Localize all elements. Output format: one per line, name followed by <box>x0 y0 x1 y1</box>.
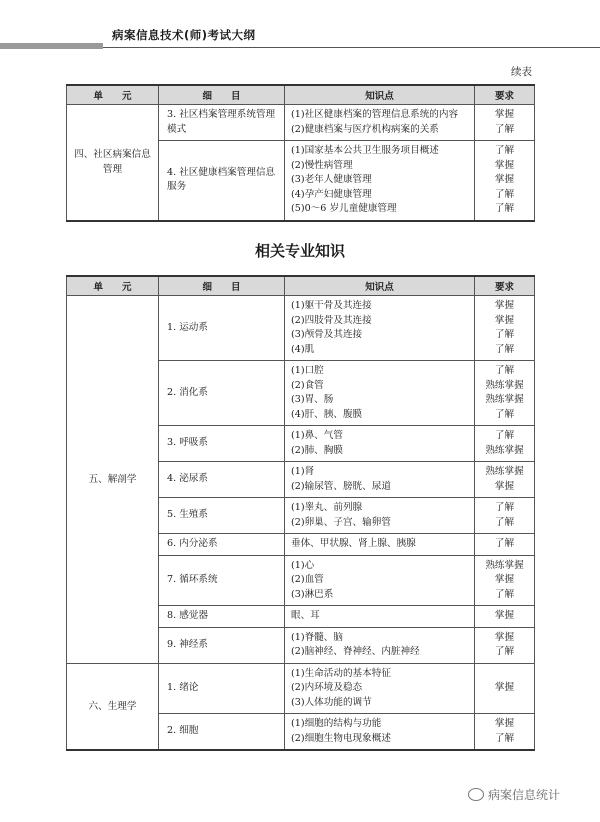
requirement-level: 掌握 <box>494 159 515 171</box>
knowledge-points-cell <box>285 426 475 462</box>
header-title: 病案信息技术(师)考试大纲 <box>112 28 256 42</box>
requirement-level: 熟练掌握 <box>485 444 524 456</box>
subject-cell: 4. 泌尿系 <box>159 462 285 498</box>
table-header-row <box>67 276 535 296</box>
requirement-level: 了解 <box>494 538 515 549</box>
col-header-points: 知识点 <box>285 85 475 105</box>
wechat-icon <box>468 788 484 801</box>
requirement-level: 熟练掌握 <box>485 466 524 477</box>
knowledge-point: (1)社区健康档案的管理信息系统的内容 <box>291 109 459 120</box>
knowledge-point: (3)颅骨及其连接 <box>291 329 363 340</box>
subject-cell: 3. 社区档案管理系统管理模式 <box>159 105 285 141</box>
knowledge-point: 眼、耳 <box>291 610 320 621</box>
requirement-level: 掌握 <box>494 631 515 643</box>
requirement-cell <box>475 498 535 534</box>
unit-cell: 四、社区病案信息管理 <box>67 105 159 221</box>
requirement-cell <box>475 714 535 751</box>
requirement-level: 了解 <box>494 516 515 528</box>
knowledge-point: (3)老年人健康管理 <box>291 174 372 185</box>
col-header-req: 要求 <box>475 276 535 296</box>
requirement-level: 掌握 <box>494 574 515 585</box>
requirement-level: 了解 <box>494 343 515 355</box>
unit-cell: 五、解剖学 <box>67 296 159 664</box>
requirement-level: 了解 <box>494 646 515 657</box>
knowledge-point: (5)0～6 岁儿童健康管理 <box>291 203 397 214</box>
table-header-row <box>67 85 535 105</box>
subject-cell: 9. 神经系 <box>159 627 285 663</box>
knowledge-points-cell <box>285 498 475 534</box>
knowledge-points-cell <box>285 141 475 221</box>
page-header <box>0 0 600 52</box>
requirement-cell <box>475 426 535 462</box>
subject-cell: 3. 呼吸系 <box>159 426 285 462</box>
knowledge-points-cell <box>285 462 475 498</box>
table-row <box>67 296 535 361</box>
outline-table-continued <box>66 84 535 222</box>
requirement-level: 掌握 <box>494 718 515 729</box>
requirement-cell <box>475 141 535 221</box>
knowledge-point: (1)国家基本公共卫生服务项目概述 <box>291 145 439 156</box>
knowledge-points-cell <box>285 663 475 714</box>
requirement-level: 了解 <box>494 408 515 420</box>
knowledge-points-cell <box>285 714 475 751</box>
requirement-cell <box>475 627 535 663</box>
requirement-level: 了解 <box>494 588 515 600</box>
knowledge-points-cell <box>285 534 475 556</box>
requirement-level: 熟练掌握 <box>485 379 524 391</box>
knowledge-points-cell <box>285 606 475 628</box>
knowledge-point: (4)肌 <box>291 343 315 355</box>
knowledge-points-cell <box>285 555 475 606</box>
knowledge-points-cell <box>285 296 475 361</box>
knowledge-point: (4)孕产妇健康管理 <box>291 188 372 200</box>
requirement-level: 掌握 <box>494 314 515 326</box>
requirement-level: 了解 <box>494 329 515 340</box>
knowledge-points-cell <box>285 105 475 141</box>
requirement-level: 掌握 <box>494 174 515 185</box>
table-row <box>67 663 535 714</box>
subject-cell: 5. 生殖系 <box>159 498 285 534</box>
knowledge-point: (2)卵巢、子宫、输卵管 <box>291 516 391 528</box>
requirement-cell <box>475 105 535 141</box>
requirement-cell <box>475 361 535 426</box>
knowledge-point: (1)细胞的结构与功能 <box>291 718 382 729</box>
knowledge-point: (1)口腔 <box>291 365 324 376</box>
requirement-cell <box>475 296 535 361</box>
outline-table-related <box>66 275 535 751</box>
knowledge-point: (3)胃、肠 <box>291 394 334 405</box>
subject-cell: 7. 循环系统 <box>159 555 285 606</box>
requirement-level: 了解 <box>494 430 515 441</box>
requirement-cell <box>475 663 535 714</box>
subject-cell: 8. 感觉器 <box>159 606 285 628</box>
subject-cell: 1. 绪论 <box>159 663 285 714</box>
table-row <box>67 105 535 141</box>
requirement-level: 了解 <box>494 188 515 200</box>
continued-label: 续表 <box>511 66 532 78</box>
knowledge-point: (1)心 <box>291 559 315 571</box>
table-body <box>67 296 535 751</box>
requirement-cell <box>475 606 535 628</box>
requirement-cell <box>475 462 535 498</box>
knowledge-point: (2)血管 <box>291 574 324 585</box>
col-header-sub: 细 目 <box>159 276 285 296</box>
subject-cell: 6. 内分泌系 <box>159 534 285 556</box>
knowledge-points-cell <box>285 627 475 663</box>
requirement-level: 了解 <box>494 203 515 214</box>
requirement-level: 掌握 <box>494 109 515 120</box>
requirement-level: 了解 <box>494 502 515 513</box>
subject-cell: 4. 社区健康档案管理信息服务 <box>159 141 285 221</box>
unit-cell: 六、生理学 <box>67 663 159 750</box>
requirement-level: 掌握 <box>494 682 515 693</box>
col-header-unit: 单 元 <box>67 276 159 296</box>
knowledge-point: (1)鼻、气管 <box>291 430 343 441</box>
requirement-cell <box>475 534 535 556</box>
knowledge-point: (3)人体功能的调节 <box>291 696 372 708</box>
requirement-level: 掌握 <box>494 480 515 492</box>
knowledge-point: (3)淋巴系 <box>291 588 334 600</box>
subject-cell: 2. 消化系 <box>159 361 285 426</box>
knowledge-point: (2)脑神经、脊神经、内脏神经 <box>291 646 420 657</box>
header-accent-bar <box>0 43 103 49</box>
knowledge-point: (2)慢性病管理 <box>291 159 353 171</box>
requirement-level: 熟练掌握 <box>485 394 524 405</box>
requirement-cell <box>475 555 535 606</box>
knowledge-point: (2)细胞生物电现象概述 <box>291 732 391 744</box>
requirement-level: 了解 <box>494 145 515 156</box>
knowledge-point: (2)四肢骨及其连接 <box>291 314 372 326</box>
knowledge-point: (1)睾丸、前列腺 <box>291 502 363 513</box>
knowledge-point: 垂体、甲状腺、肾上腺、胰腺 <box>291 538 416 549</box>
section-title: 相关专业知识 <box>254 242 345 260</box>
table-body <box>67 105 535 221</box>
requirement-level: 了解 <box>494 123 515 135</box>
watermark-text: 病案信息统计 <box>488 788 561 802</box>
knowledge-point: (1)躯干骨及其连接 <box>291 300 372 311</box>
subject-cell: 1. 运动系 <box>159 296 285 361</box>
requirement-level: 掌握 <box>494 610 515 621</box>
col-header-sub: 细 目 <box>159 85 285 105</box>
knowledge-point: (2)食管 <box>291 379 324 391</box>
subject-cell: 2. 细胞 <box>159 714 285 751</box>
knowledge-point: (1)脊髓、脑 <box>291 631 343 643</box>
knowledge-point: (2)健康档案与医疗机构病案的关系 <box>291 123 439 135</box>
knowledge-points-cell <box>285 361 475 426</box>
requirement-level: 了解 <box>494 365 515 376</box>
knowledge-point: (2)输尿管、膀胱、尿道 <box>291 480 391 492</box>
requirement-level: 了解 <box>494 732 515 744</box>
col-header-req: 要求 <box>475 85 535 105</box>
watermark <box>468 786 560 803</box>
col-header-unit: 单 元 <box>67 85 159 105</box>
knowledge-point: (2)肺、胸膜 <box>291 444 343 456</box>
requirement-level: 熟练掌握 <box>485 559 524 571</box>
knowledge-point: (1)生命活动的基本特征 <box>291 667 391 679</box>
requirement-level: 掌握 <box>494 300 515 311</box>
header-rule <box>103 47 600 48</box>
knowledge-point: (4)肝、胰、腹膜 <box>291 408 363 420</box>
knowledge-point: (2)内环境及稳态 <box>291 682 363 693</box>
col-header-points: 知识点 <box>285 276 475 296</box>
knowledge-point: (1)肾 <box>291 466 315 477</box>
